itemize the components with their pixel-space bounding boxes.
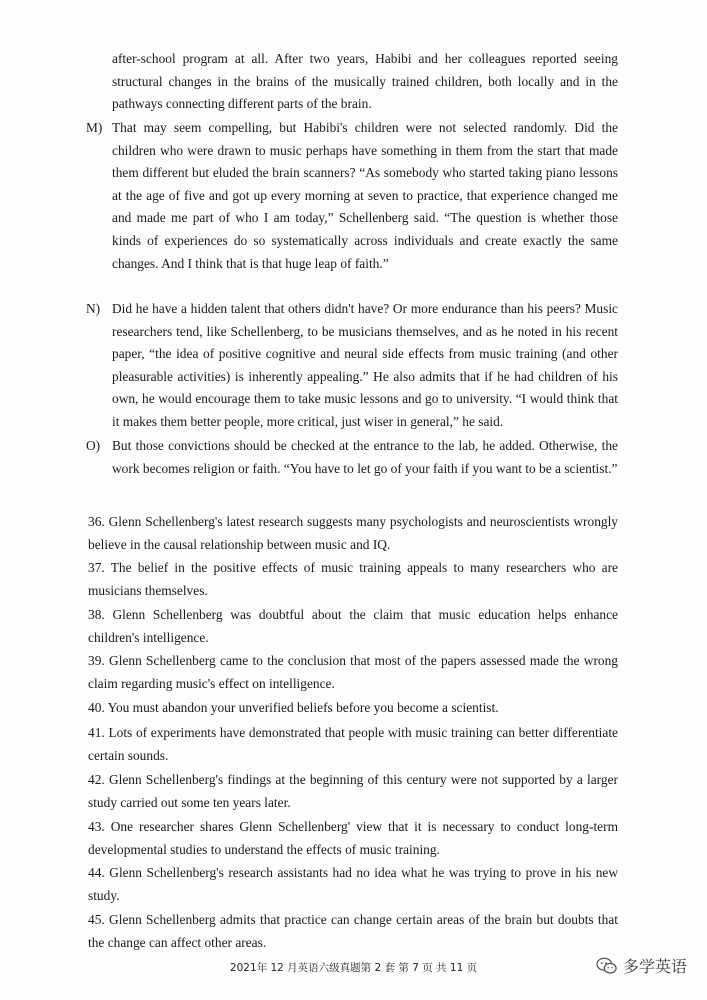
question-38 xyxy=(88,604,618,649)
watermark-text: 多学英语 xyxy=(622,957,687,976)
question-number: 38. xyxy=(88,607,105,622)
question-36 xyxy=(88,511,618,556)
paragraph-o xyxy=(86,435,618,480)
question-41 xyxy=(88,722,618,767)
question-number: 44. xyxy=(88,865,105,880)
paragraph-text: But those convictions should be checked at the entrance to the lab, he added. Otherwise, the work becomes religion or faith. “You have to let go of your faith if you want to be a scientist.” xyxy=(112,438,618,476)
wechat-icon xyxy=(596,956,618,976)
question-text: Glenn Schellenberg admits that practice can change certain areas of the brain but doubts that the change can affect other areas. xyxy=(88,912,618,950)
question-number: 43. xyxy=(88,819,105,834)
paragraph-text: Did he have a hidden talent that others didn't have? Or more endurance than his peers? Music researchers tend, like Schellenberg, to be musicians themselves, and as he noted in his recent paper, “the idea of positive cognitive and neural side effects from music training (and other pleasurable activities) is inherently appealing.” He also admits that if he had children of his own, he would encourage them to take music lessons and go to university. “I would think that it makes them better people, more critical, just wiser in general,” he said. xyxy=(112,301,618,429)
question-number: 40. xyxy=(88,700,105,715)
paragraph-m xyxy=(86,117,618,275)
question-44 xyxy=(88,862,618,907)
paragraph-label: M) xyxy=(86,120,103,135)
question-text: Glenn Schellenberg's findings at the beginning of this century were not supported by a larger study carried out some ten years later. xyxy=(88,772,618,810)
watermark xyxy=(596,954,687,977)
passage-continuation xyxy=(112,48,618,116)
question-text: One researcher shares Glenn Schellenberg' view that it is necessary to conduct long-term developmental studies to understand the effects of music training. xyxy=(88,819,618,857)
question-text: Glenn Schellenberg's latest research suggests many psychologists and neuroscientists wrongly believe in the causal relationship between music and IQ. xyxy=(88,514,618,552)
paragraph-text: That may seem compelling, but Habibi's children were not selected randomly. Did the children who were drawn to music perhaps have something in them from the start that made them different but eluded the brain scanners? “As somebody who started taking piano lessons at the age of five and got up every morning at seven to practice, that experience changed me and made me part of who I am today,” Schellenberg said. “The question is whether those kinds of experiences do so systematically across individuals and create exactly the same changes. And I think that is that huge leap of faith.” xyxy=(112,120,618,271)
question-40 xyxy=(88,697,618,720)
question-number: 39. xyxy=(88,653,105,668)
paragraph-label: N) xyxy=(86,301,101,316)
question-number: 42. xyxy=(88,772,105,787)
question-text: Glenn Schellenberg was doubtful about the claim that music education helps enhance children's intelligence. xyxy=(88,607,618,645)
passage-continuation-text: after-school program at all. After two years, Habibi and her colleagues reported seeing structural changes in the brains of the musically trained children, both locally and in the pathways connecting different parts of the brain. xyxy=(112,51,618,112)
question-text: You must abandon your unverified beliefs before you become a scientist. xyxy=(107,700,499,715)
question-45 xyxy=(88,909,618,954)
question-text: Glenn Schellenberg came to the conclusion that most of the papers assessed made the wrong claim regarding music's effect on intelligence. xyxy=(88,653,618,691)
question-number: 45. xyxy=(88,912,105,927)
question-text: Glenn Schellenberg's research assistants had no idea what he was trying to prove in his new study. xyxy=(88,865,619,903)
question-number: 36. xyxy=(88,514,105,529)
question-42 xyxy=(88,769,618,814)
question-text: The belief in the positive effects of music training appeals to many researchers who are musicians themselves. xyxy=(88,560,618,598)
page-footer: 2021年 12 月英语六级真题第 2 套 第 7 页 共 11 页 xyxy=(229,962,478,974)
question-number: 37. xyxy=(88,560,105,575)
paragraph-n xyxy=(86,298,618,434)
paragraph-label: O) xyxy=(86,438,101,453)
question-39 xyxy=(88,650,618,695)
question-number: 41. xyxy=(88,725,105,740)
question-text: Lots of experiments have demonstrated that people with music training can better differentiate certain sounds. xyxy=(88,725,618,763)
question-37 xyxy=(88,557,618,602)
question-43 xyxy=(88,816,618,861)
